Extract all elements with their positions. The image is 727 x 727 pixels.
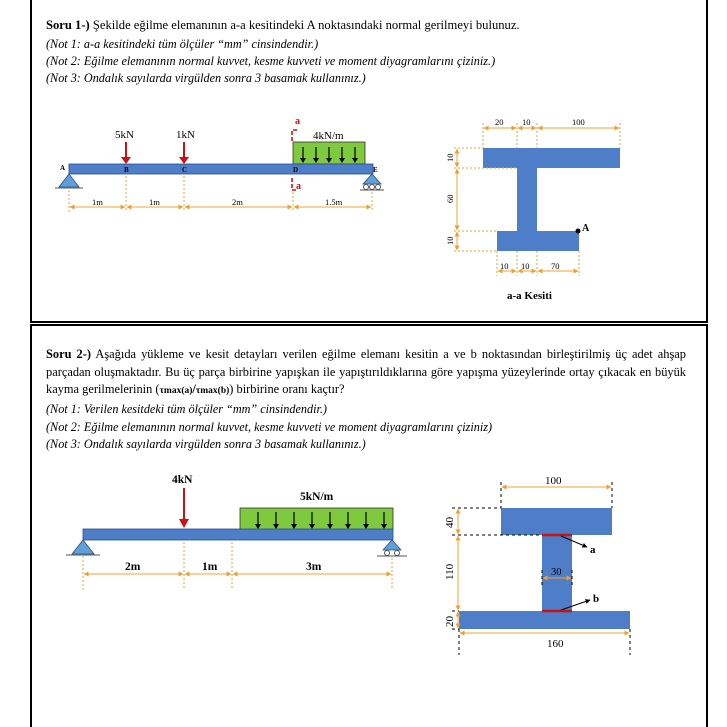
q2-note-1: (Not 1: Verilen kesitdeki tüm ölçüler “mm” cinsindendir.) (46, 402, 327, 416)
q1-cross-section (445, 117, 620, 302)
q1-sec-top-dim-3: 100 (572, 117, 585, 127)
q2-sec-left-dim-1: 40 (444, 517, 456, 528)
q2-distributed-load-block (240, 508, 393, 530)
q2-beam-diagram (66, 474, 407, 590)
q1-dim-1-5m: 1.5m (325, 197, 343, 207)
q2-note-3: (Not 3: Ondalık sayılarda virgülden sonra 3 basamak kullanınız.) (46, 437, 366, 451)
q1-sec-left-dim-2: 60 (445, 194, 455, 203)
q2-paragraph: Soru 2-) Aşağıda yükleme ve kesit detayları verilen eğilme elemanı kesitin a ve b noktasından birleştirilmiş üç adet ahşap parçadan oluşmaktadır. Bu üç parça birbirine yapışkan ile yapıştırıldıklarına göre yapışma yüzeylerinde ortay çıkacak en büyük kayma gerilmelerinin (τmax(a)/τmax(b)) birbirine oranı kaçtır? (46, 347, 686, 396)
q1-sec-top-dim-1: 20 (495, 117, 504, 127)
q1-load-1kn: 1kN (176, 129, 195, 141)
q1-point-A-marker (576, 229, 581, 234)
q1-sec-bottom-dim-3: 70 (551, 261, 560, 271)
tau-a: τmax(a) (159, 386, 193, 396)
q2-dim-1m: 1m (202, 561, 218, 573)
q1-beam-diagram (55, 116, 384, 212)
q1-section-web (517, 168, 537, 231)
tau-b: τmax(b) (195, 386, 230, 396)
q2-section-bottom-flange (459, 611, 630, 629)
q1-dim-1m-a: 1m (92, 197, 103, 207)
q1-load-5kn: 5kN (115, 129, 134, 141)
q1-cut-label-top: a (295, 116, 300, 127)
q2-cross-section (444, 475, 630, 655)
q1-label: Soru 1-) (46, 18, 90, 32)
q1-section-top-flange (483, 148, 620, 168)
q1-sec-bottom-dim-1: 10 (500, 261, 509, 271)
q1-question: Şekilde eğilme elemanının a-a kesitindeki A noktasındaki normal gerilmeyi bulunuz. (89, 18, 520, 32)
q1-cut-label-bottom: a (296, 181, 301, 192)
q1-sec-left-dim-1: 10 (445, 153, 455, 162)
q2-sec-left-dim-2: 110 (444, 563, 456, 580)
q2-point-load-label: 4kN (172, 474, 193, 486)
q2-section-top-flange (501, 508, 612, 535)
q2-sec-web-dim: 30 (551, 567, 562, 578)
q2-sec-left-dim-3: 20 (444, 616, 456, 627)
q1-section-bottom-flange (497, 231, 579, 251)
q1-point-e: E (373, 166, 378, 174)
q1-note-1: (Not 1: a-a kesitindeki tüm ölçüler “mm” cinsindendir.) (46, 37, 319, 51)
q1-point-b: B (124, 166, 129, 174)
q2-pin-support (72, 540, 94, 554)
q1-point-c: C (182, 166, 188, 174)
q1-note-3: (Not 3: Ondalık sayılarda virgülden sonra 3 basamak kullanınız.) (46, 71, 366, 85)
q1-point-a: A (60, 164, 66, 172)
q2-sec-bottom-dim: 160 (547, 638, 564, 650)
q2-dim-2m: 2m (125, 561, 141, 573)
q1-pin-support (59, 174, 79, 187)
q1-sec-top-dim-2: 10 (522, 117, 531, 127)
q2-beam (83, 529, 393, 540)
q1-note-2: (Not 2: Eğilme elemanının normal kuvvet, kesme kuvveti ve moment diyagramlarını çiziniz.) (46, 54, 496, 68)
q1-distributed-load-label: 4kN/m (313, 130, 344, 142)
q2-roller-support (383, 540, 401, 550)
q2-note-2: (Not 2: Eğilme elemanının normal kuvvet, kesme kuvveti ve moment diyagramlarını çiziniz) (46, 420, 493, 434)
q2-label-b: b (593, 593, 600, 605)
q2-label-a: a (590, 544, 596, 556)
q1-cut-line-top (292, 130, 297, 142)
q1-dim-2m: 2m (232, 197, 243, 207)
q1-section-caption: a-a Kesiti (507, 290, 552, 302)
q2-distributed-load-label: 5kN/m (300, 491, 334, 503)
q1-sec-left-dim-3: 10 (445, 236, 455, 245)
q1-section-point-label: A (582, 223, 590, 234)
q1-beam (69, 164, 373, 174)
q1-point-d: D (293, 166, 299, 174)
q2-label: Soru 2-) (46, 347, 92, 361)
q1-dim-1m-b: 1m (149, 197, 160, 207)
q2-sec-top-dim: 100 (545, 475, 562, 487)
q1-sec-bottom-dim-2: 10 (521, 261, 530, 271)
q1-roller-support (363, 174, 381, 184)
q2-dim-3m: 3m (306, 561, 322, 573)
